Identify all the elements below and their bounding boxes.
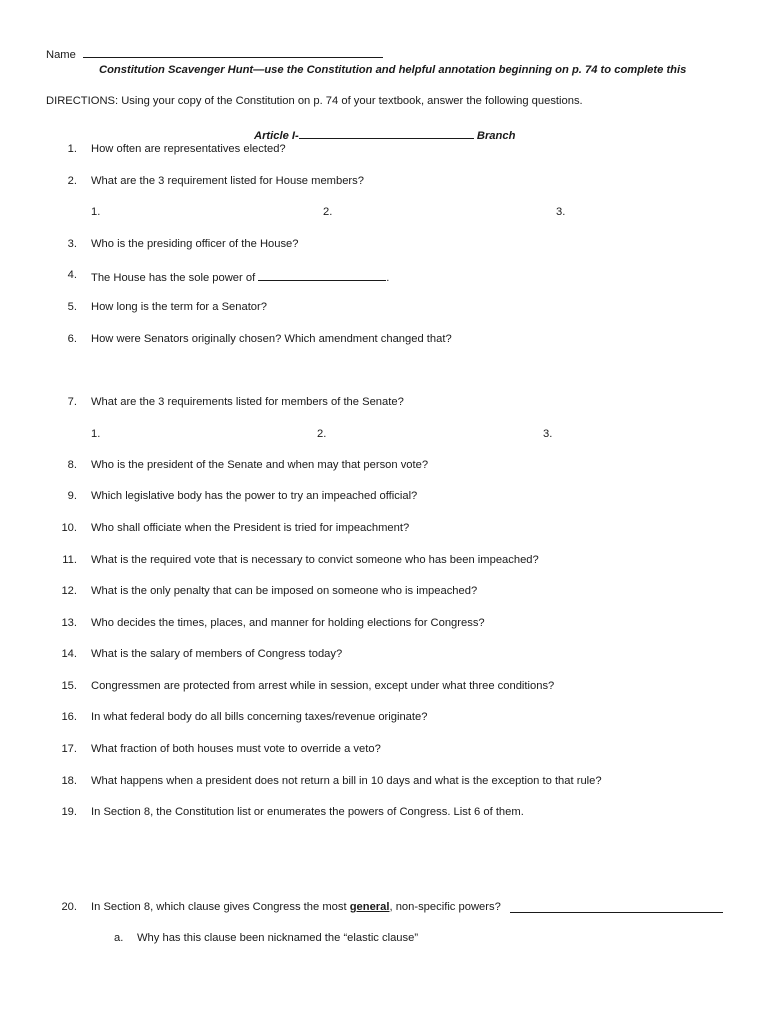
question-text: Who shall officiate when the President is tried for impeachment? bbox=[91, 522, 410, 534]
question-text: What is the salary of members of Congress today? bbox=[91, 648, 343, 660]
question-text: What happens when a president does not return a bill in 10 days and what is the exception to that rule? bbox=[91, 775, 602, 787]
answer-slot-label: 3. bbox=[556, 206, 566, 218]
question-number: 1. bbox=[67, 143, 77, 155]
question-text bbox=[91, 269, 389, 284]
sub-question-text: Why has this clause been nicknamed the “elastic clause” bbox=[137, 932, 419, 944]
question-text: In Section 8, the Constitution list or enumerates the powers of Congress. List 6 of them. bbox=[91, 806, 524, 818]
question-number: 16. bbox=[61, 711, 77, 723]
answer-slot-label: 2. bbox=[317, 428, 327, 440]
question-number: 20. bbox=[61, 901, 77, 913]
question-number: 4. bbox=[67, 269, 77, 281]
question-text: How long is the term for a Senator? bbox=[91, 301, 267, 313]
question-suffix: . bbox=[386, 272, 390, 284]
question-number: 15. bbox=[61, 680, 77, 692]
question-number: 10. bbox=[61, 522, 77, 534]
question-text: How often are representatives elected? bbox=[91, 143, 286, 155]
question-text: What are the 3 requirements listed for members of the Senate? bbox=[91, 396, 404, 408]
name-label: Name bbox=[46, 49, 76, 61]
question-text-part: , non-specific powers? bbox=[389, 901, 501, 913]
question-text: In what federal body do all bills concerning taxes/revenue originate? bbox=[91, 711, 428, 723]
question-text bbox=[91, 901, 501, 913]
question-number: 11. bbox=[62, 554, 77, 566]
fill-in-blank[interactable] bbox=[258, 269, 386, 281]
question-text: Congressmen are protected from arrest while in session, except under what three conditions? bbox=[91, 680, 555, 692]
question-text: How were Senators originally chosen? Which amendment changed that? bbox=[91, 333, 452, 345]
question-number: 8. bbox=[67, 459, 77, 471]
branch-label: Branch bbox=[476, 130, 516, 142]
question-text: Who decides the times, places, and manner for holding elections for Congress? bbox=[91, 617, 485, 629]
answer-slot-label: 2. bbox=[323, 206, 333, 218]
question-number: 5. bbox=[67, 301, 77, 313]
question-number: 3. bbox=[67, 238, 77, 250]
question-text-part: In Section 8, which clause gives Congress the most bbox=[91, 901, 350, 913]
article-blank[interactable] bbox=[299, 127, 474, 139]
question-number: 7. bbox=[67, 396, 77, 408]
question-text-part: The House has the sole power of bbox=[91, 272, 256, 284]
answer-blank[interactable] bbox=[510, 901, 723, 913]
question-number: 14. bbox=[61, 648, 77, 660]
question-text: Who is the president of the Senate and when may that person vote? bbox=[91, 459, 429, 471]
name-row bbox=[46, 46, 383, 61]
emphasized-word: general bbox=[349, 901, 390, 913]
directions: DIRECTIONS: Using your copy of the Constitution on p. 74 of your textbook, answer the following questions. bbox=[46, 95, 583, 107]
question-number: 17. bbox=[61, 743, 77, 755]
question-number: 9. bbox=[67, 490, 77, 502]
question-text: What are the 3 requirement listed for House members? bbox=[91, 175, 364, 187]
sub-question-label: a. bbox=[114, 932, 124, 944]
question-number: 12. bbox=[61, 585, 77, 597]
article-label: Article I- bbox=[254, 130, 299, 142]
question-number: 18. bbox=[61, 775, 77, 787]
answer-slot-label: 3. bbox=[543, 428, 553, 440]
name-blank[interactable] bbox=[83, 46, 383, 58]
answer-slot-label: 1. bbox=[91, 206, 101, 218]
question-text: What is the only penalty that can be imposed on someone who is impeached? bbox=[91, 585, 478, 597]
question-text: What fraction of both houses must vote to override a veto? bbox=[91, 743, 381, 755]
page-title: Constitution Scavenger Hunt—use the Constitution and helpful annotation beginning on p. 74 to complete this bbox=[99, 64, 687, 76]
question-text: Who is the presiding officer of the House? bbox=[91, 238, 299, 250]
question-number: 19. bbox=[61, 806, 77, 818]
question-number: 2. bbox=[67, 175, 77, 187]
question-number: 6. bbox=[67, 333, 77, 345]
question-text: What is the required vote that is necessary to convict someone who has been impeached? bbox=[91, 554, 539, 566]
answer-slot-label: 1. bbox=[91, 428, 101, 440]
question-text: Which legislative body has the power to try an impeached official? bbox=[91, 490, 418, 502]
article-heading bbox=[254, 127, 515, 142]
question-number: 13. bbox=[61, 617, 77, 629]
